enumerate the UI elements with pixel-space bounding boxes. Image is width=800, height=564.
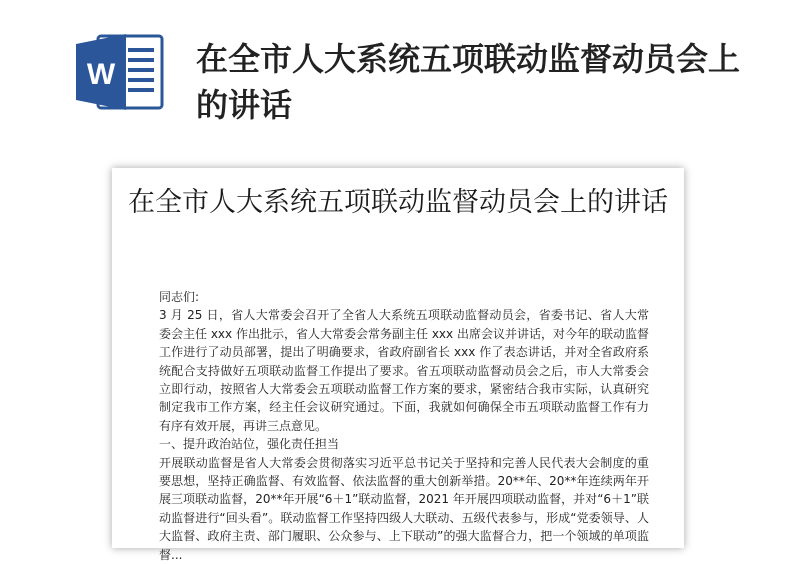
document-body [159,288,649,564]
section-heading: 一、提升政治站位，强化责任担当 [159,437,340,452]
word-document-icon [76,32,166,112]
salutation: 同志们: [159,290,200,304]
page-header [0,0,800,140]
header-title: 在全市人大系统五项联动监督动员会上的讲话 [196,40,741,124]
document-title: 在全市人大系统五项联动监督动员会上的讲话 [128,187,668,218]
paragraph: 3 月 25 日，省人大常委会召开了全省人大系统五项联动监督动员会，省委书记、省人大常委会主任 xxx 作出批示，省人大常委会常务副主任 xxx 出席会议并讲话，对今年的联动监督工作进行了动员部署，提出了明确要求，省政府副省长 xxx 作了表态讲话，并对全省政府系统配合支持做好五项联动监督工作提出了要求。省五项联动监督动员会之后，市人大常委会立即行动，按照省人大常委会五项联动监督工作方案的要求，紧密结合我市实际，认真研究制定我市工作方案，经主任会议研究通过。下面，我就如何确保全市五项联动监督工作有力有序有效开展，再讲三点意见。 [159,308,649,433]
document-page [112,168,684,562]
word-icon-letter: W [86,58,116,91]
paragraph: 开展联动监督是省人大常委会贯彻落实习近平总书记关于坚持和完善人民代表大会制度的重要思想，坚持正确监督、有效监督、依法监督的重大创新举措。20**年、20**年连续两年开展三项联动监督，20**年开展“6＋1”联动监督，2021 年开展四项联动监督，并对“6＋1”联动监督进行“回头看”。联动监督工作坚持四级人大联动、五级代表参与，形成“党委领导、人大监督、政府主责、部门履职、公众参与、上下联动”的强大监督合力，把一个领域的单项监督... [159,455,649,562]
